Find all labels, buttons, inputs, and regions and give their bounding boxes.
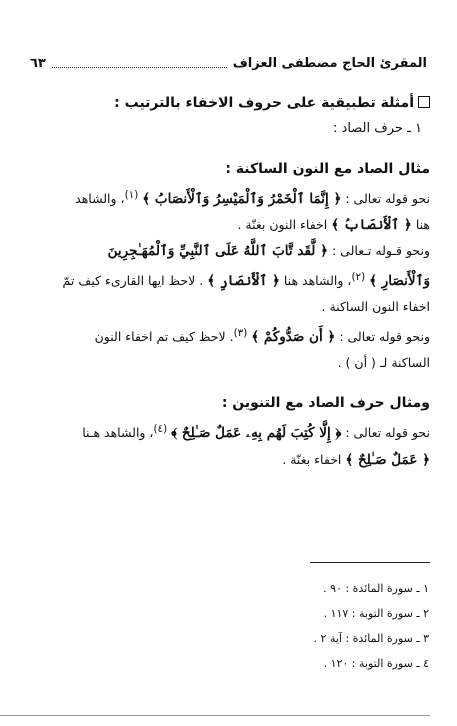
footnote-ref: (٣) <box>233 327 248 340</box>
letter-heading: ١ ـ حرف الصاد : <box>333 121 422 136</box>
quran-word: ﴿ ٱلْأَنصَابُ ﴾ <box>331 217 412 234</box>
page-edge-line <box>0 715 430 716</box>
quran-verse: ﴿ إِنَّمَا ٱلْخَمْرُ وَٱلْمَيْسِرُ وَٱلْأَنصَابُ ﴾ <box>142 191 342 208</box>
square-bullet-icon <box>418 96 430 108</box>
ex3-line2: الساكنة لـ ( أن ) . <box>337 355 430 371</box>
running-title: المقرئ الحاج مصطفى العزاف <box>232 55 427 71</box>
quran-word: ﴿ ٱلْأَنصَارِ ﴾ <box>207 273 280 290</box>
footnote-ref: (٢) <box>351 271 366 284</box>
ex3-line1: ونحو قوله تعالى : ﴿ أَن صَدُّوكُمْ ﴾ $^{(٣)}$. لاحظ كيف تم اخفاء النون <box>94 327 430 346</box>
ex4-line1: نحو قوله تعالى : ﴿ إِلَّا كُتِبَ لَهُم بِهِۦ عَمَلٌ صَـٰلِحٌ ﴾ $^{(٤)}$، والشاهد هـنا <box>82 423 430 442</box>
ex1-line2: هنا ﴿ ٱلْأَنصَابُ ﴾ اخفاء النون بغنّة . <box>237 217 430 234</box>
example1-heading: مثال الصاد مع النون الساكنة : <box>225 161 430 177</box>
running-header <box>30 52 427 74</box>
quran-word: ﴿ عَمَلٌ صَـٰلِحٌ ﴾ <box>345 451 430 468</box>
footnote-item: ٢ ـ سورة التوبة : ١١٧ . <box>323 607 429 620</box>
ex2-line1: ونحو قـوله تـعالى : ﴿ لَّقَد تَّابَ ٱللَّهُ عَلَى ٱلنَّبِيِّ وَٱلْمُهَـٰجِرِينَ <box>107 243 430 260</box>
quran-verse: وَٱلْأَنصَارِ ﴾ <box>369 273 430 290</box>
ex2-line3: اخفاء النون الساكنة . <box>321 299 430 315</box>
quran-verse: ﴿ أَن صَدُّوكُمْ ﴾ <box>251 329 336 346</box>
ex4-line2: ﴿ عَمَلٌ صَـٰلِحٌ ﴾ اخفاء بغنّة . <box>282 451 430 468</box>
footnote-item: ٤ ـ سورة التوبة : ١٢٠ . <box>323 657 429 670</box>
ex1-line1: نحو قوله تعالى : ﴿ إِنَّمَا ٱلْخَمْرُ وَٱلْمَيْسِرُ وَٱلْأَنصَابُ ﴾ $^{(١)}$، والشاهد <box>75 189 430 208</box>
footnote-ref: (٤) <box>153 423 168 436</box>
footnote-item: ٣ ـ سورة المائدة : آية ٢ . <box>313 632 429 645</box>
footnote-separator <box>310 562 430 563</box>
main-text <box>28 90 430 473</box>
footnote-ref: (١) <box>124 189 139 201</box>
quran-verse: ﴿ لَّقَد تَّابَ ٱللَّهُ عَلَى ٱلنَّبِيِّ وَٱلْمُهَـٰجِرِينَ <box>107 243 329 260</box>
section-title: أمثلة تطبيقية على حروف الاخفاء بالترتيب : <box>28 90 430 116</box>
ex2-line2: وَٱلْأَنصَارِ ﴾ $^{(٢)}$، والشاهد هنا ﴿ ٱلْأَنصَارِ ﴾ . لاحظ ايها القارىء كيف تمّ <box>62 271 430 290</box>
example2-heading: ومثال حرف الصاد مع التنوين : <box>221 395 430 412</box>
page-number: ٦٣ <box>30 55 46 71</box>
leader-dots <box>52 58 227 68</box>
quran-verse: ﴿ إِلَّا كُتِبَ لَهُم بِهِۦ عَمَلٌ صَـٰلِحٌ ﴾ <box>171 425 342 442</box>
footnotes <box>28 576 429 676</box>
footnote-item: ١ ـ سورة المائدة : ٩٠ . <box>323 582 429 595</box>
